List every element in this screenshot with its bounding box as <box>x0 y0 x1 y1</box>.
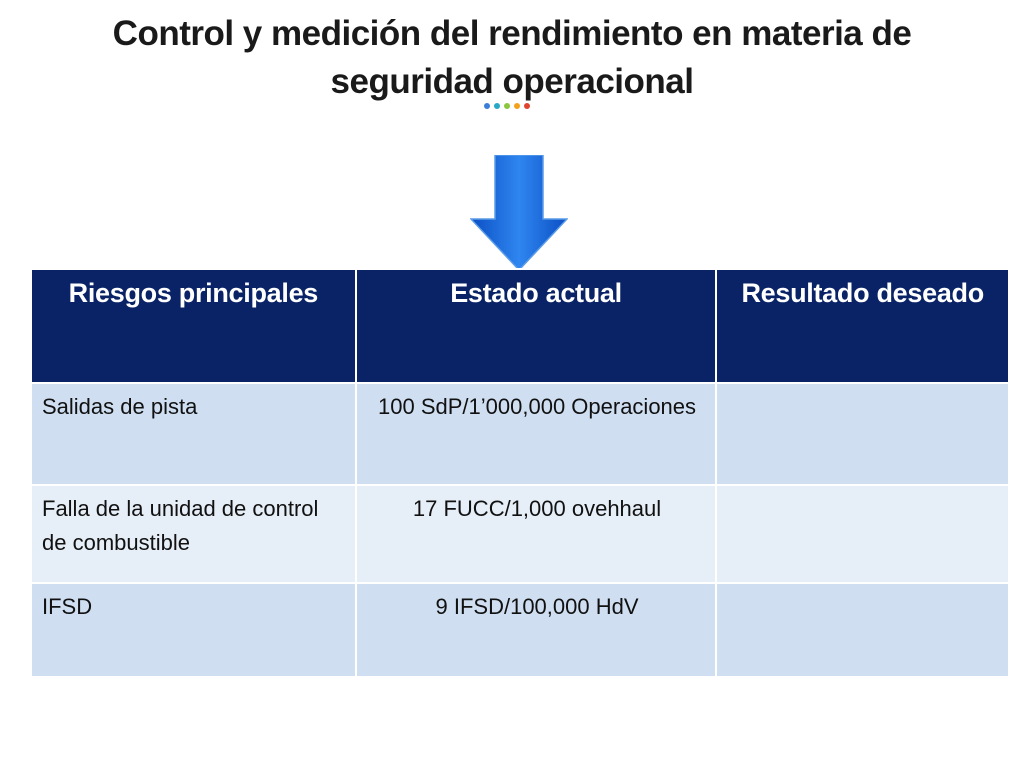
risk-cell: IFSD <box>31 583 356 677</box>
header-desired-result: Resultado deseado <box>716 269 1009 383</box>
current-state-cell: 9 IFSD/100,000 HdV <box>356 583 717 677</box>
risk-table <box>30 268 1010 678</box>
table-header-row <box>31 269 1009 383</box>
accent-dot <box>504 103 510 109</box>
current-state-cell: 100 SdP/1’000,000 Operaciones <box>356 383 717 485</box>
desired-result-cell <box>716 583 1009 677</box>
header-current-state: Estado actual <box>356 269 717 383</box>
accent-dot <box>524 103 530 109</box>
slide-title: Control y medición del rendimiento en materia de seguridad operacional <box>112 14 912 101</box>
table-row <box>31 383 1009 485</box>
current-state-cell: 17 FUCC/1,000 ovehhaul <box>356 485 717 583</box>
table-row <box>31 485 1009 583</box>
accent-dot <box>514 103 520 109</box>
desired-result-cell <box>716 485 1009 583</box>
desired-result-cell <box>716 383 1009 485</box>
header-risks: Riesgos principales <box>31 269 356 383</box>
risk-cell: Falla de la unidad de control de combustible <box>31 485 356 583</box>
title-accent-dots <box>484 103 530 109</box>
down-arrow-icon <box>470 155 568 271</box>
risk-cell: Salidas de pista <box>31 383 356 485</box>
table-row <box>31 583 1009 677</box>
accent-dot <box>494 103 500 109</box>
accent-dot <box>484 103 490 109</box>
